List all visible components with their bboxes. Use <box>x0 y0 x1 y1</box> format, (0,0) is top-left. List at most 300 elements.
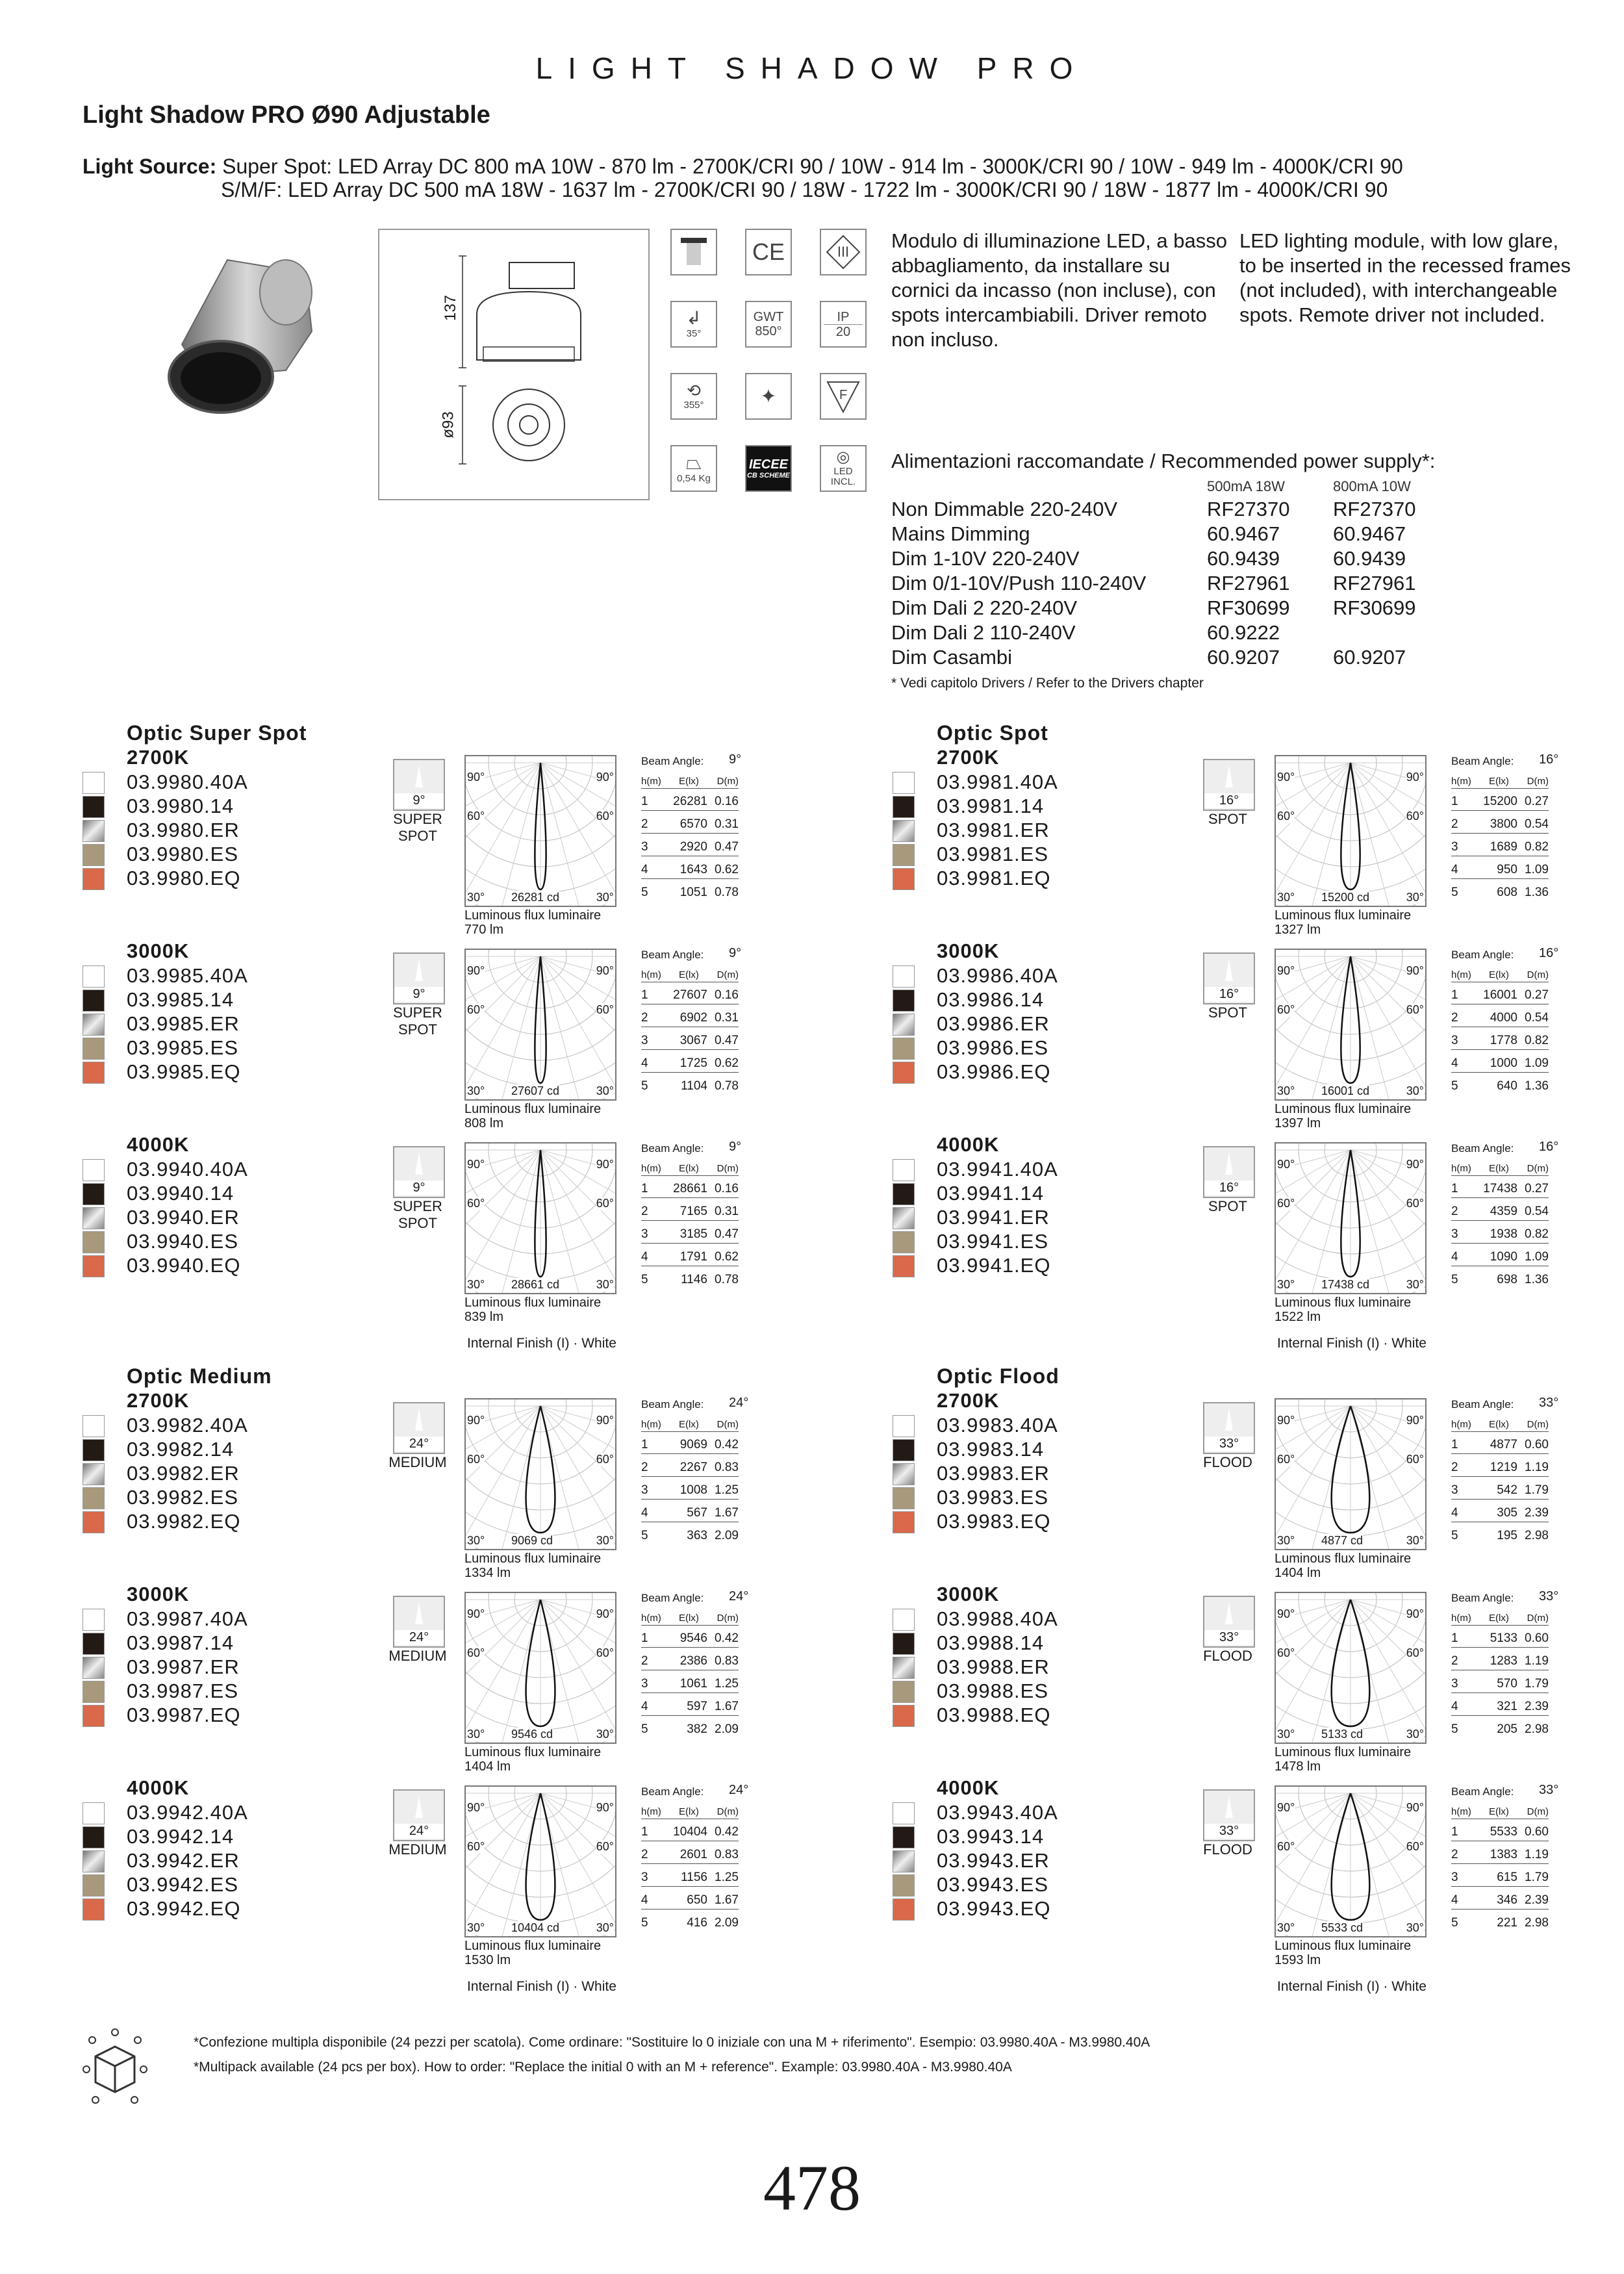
cell-d: 2.09 <box>715 1916 739 1930</box>
cell-e: 1689 <box>1490 840 1517 854</box>
ps-row-col1: RF27961 <box>1207 572 1290 594</box>
finish-swatch <box>82 796 105 818</box>
finish-swatch <box>82 1802 105 1824</box>
table-row <box>1451 839 1549 856</box>
table-row <box>641 1437 739 1454</box>
cell-d: 1.79 <box>1525 1871 1549 1884</box>
beam-icon-angle: 9° <box>394 793 444 808</box>
cell-e: 9069 <box>679 1438 707 1451</box>
col-h: h(m) <box>641 969 661 980</box>
cell-h: 3 <box>641 1227 648 1241</box>
finish-swatch <box>893 772 915 794</box>
ps-row-name: Dim Dali 2 220-240V <box>891 596 1078 619</box>
polar-label-30-left: 30° <box>467 1278 485 1291</box>
finish-swatch <box>82 1826 105 1848</box>
flux-value: 1478 lm <box>1275 1759 1321 1774</box>
page-number: 478 <box>763 2152 861 2224</box>
beam-angle-value: 16° <box>1539 946 1559 960</box>
ps-row-name: Dim 0/1-10V/Push 110-240V <box>891 572 1147 594</box>
table-row <box>641 1528 739 1544</box>
finish-swatch <box>82 1681 105 1703</box>
ps-row-col1: 60.9439 <box>1207 547 1280 570</box>
flux-value: 1593 lm <box>1275 1953 1321 1967</box>
beam-icon <box>1203 1146 1255 1198</box>
beam-angle-value: 9° <box>729 1140 742 1154</box>
cell-h: 2 <box>1451 1654 1458 1668</box>
polar-label-30-left: 30° <box>1277 1278 1295 1291</box>
cell-e: 416 <box>687 1916 707 1930</box>
beam-icon-angle: 16° <box>1204 987 1254 1002</box>
product-code: 03.9985.14 <box>127 988 235 1011</box>
finish-swatch <box>82 1874 105 1897</box>
optic-title: Optic Spot <box>937 721 1048 745</box>
finish-swatch <box>893 1705 915 1727</box>
cell-h: 5 <box>641 1529 648 1542</box>
cell-d: 0.54 <box>1525 817 1549 831</box>
table-header-row <box>1451 772 1549 789</box>
table-row <box>1451 862 1549 879</box>
polar-label-30-right: 30° <box>596 1084 614 1097</box>
polar-peak-cd: 5533 cd <box>1321 1921 1364 1934</box>
polar-label-30-left: 30° <box>467 1921 485 1934</box>
ps-row-col2: 60.9439 <box>1333 547 1406 570</box>
finish-swatch <box>893 1183 915 1205</box>
table-header-row <box>641 1609 739 1626</box>
polar-label-60-left: 60° <box>1277 1453 1295 1466</box>
cell-d: 1.25 <box>715 1871 739 1884</box>
table-row <box>1451 1505 1549 1522</box>
flux-label: Luminous flux luminaire <box>1275 1939 1412 1953</box>
table-row <box>1451 1056 1549 1073</box>
product-code: 03.9988.EQ <box>937 1704 1051 1726</box>
cell-e: 4877 <box>1490 1438 1517 1451</box>
cell-d: 1.19 <box>1525 1461 1549 1474</box>
polar-peak-cd: 17438 cd <box>1321 1278 1370 1291</box>
polar-label-30-right: 30° <box>1406 1921 1424 1934</box>
cell-h: 4 <box>641 1893 648 1907</box>
polar-label-60-right: 60° <box>1406 810 1424 823</box>
brand-title: LIGHT SHADOW PRO <box>535 51 1089 85</box>
product-code: 03.9940.40A <box>127 1158 248 1181</box>
beam-icon-cone <box>415 1602 423 1624</box>
col-d: D(m) <box>1527 1613 1549 1624</box>
polar-label-30-right: 30° <box>1406 891 1424 904</box>
col-h: h(m) <box>1451 776 1471 787</box>
finish-swatch <box>893 1511 915 1533</box>
table-row <box>641 862 739 879</box>
beam-icon <box>1203 952 1255 1004</box>
tilt-glyph: ↲ <box>686 308 702 329</box>
finish-swatch <box>82 1038 105 1060</box>
cell-e: 17438 <box>1483 1182 1517 1195</box>
product-code: 03.9942.ER <box>127 1849 240 1872</box>
cell-h: 1 <box>641 795 648 808</box>
cell-d: 1.09 <box>1525 1056 1549 1070</box>
cell-d: 0.16 <box>715 1182 739 1195</box>
recessed-icon-svg <box>678 236 710 268</box>
cell-h: 5 <box>641 1273 648 1286</box>
finish-swatch <box>893 1062 915 1084</box>
table-row <box>1451 988 1549 1004</box>
product-code: 03.9943.40A <box>937 1801 1058 1824</box>
col-d: D(m) <box>1527 776 1549 787</box>
product-code: 03.9987.ES <box>127 1680 239 1702</box>
cell-e: 1778 <box>1490 1034 1517 1047</box>
polar-diagram <box>464 1785 616 1937</box>
product-code: 03.9983.ER <box>937 1462 1050 1485</box>
cell-e: 2601 <box>679 1848 707 1861</box>
cell-d: 0.62 <box>715 863 739 876</box>
polar-label-90-left: 90° <box>1277 771 1295 784</box>
finish-swatch <box>82 844 105 866</box>
cell-h: 3 <box>641 1677 648 1691</box>
finish-swatch <box>82 1183 105 1205</box>
cell-d: 2.39 <box>1525 1893 1549 1907</box>
polar-label-30-left: 30° <box>467 891 485 904</box>
table-header-row <box>641 1159 739 1176</box>
beam-angle-value: 24° <box>729 1589 749 1603</box>
ps-row-col2: 60.9207 <box>1333 646 1406 669</box>
col-e: E(lx) <box>679 776 699 787</box>
table-row <box>641 1204 739 1221</box>
table-row <box>1451 1870 1549 1887</box>
rotate-value: 355° <box>683 400 704 411</box>
product-code: 03.9983.EQ <box>937 1510 1051 1533</box>
cell-h: 5 <box>1451 1529 1458 1542</box>
polar-label-90-right: 90° <box>596 964 614 977</box>
cct-label: 3000K <box>127 939 190 962</box>
table-row <box>641 885 739 901</box>
polar-label-30-left: 30° <box>467 1534 485 1547</box>
ip-label: IP <box>837 309 850 324</box>
finish-swatch <box>893 1439 915 1461</box>
cell-d: 0.83 <box>715 1848 739 1861</box>
internal-finish: Internal Finish (I) · White <box>467 1979 616 1994</box>
cell-h: 2 <box>1451 1461 1458 1474</box>
flux-label: Luminous flux luminaire <box>464 1939 602 1953</box>
beam-angle-label: Beam Angle: <box>1451 949 1514 961</box>
cell-e: 3800 <box>1490 817 1517 831</box>
polar-diagram <box>1275 755 1427 907</box>
polar-label-90-left: 90° <box>1277 964 1295 977</box>
beam-angle-label: Beam Angle: <box>641 1592 704 1604</box>
cell-h: 5 <box>641 1916 648 1930</box>
col-d: D(m) <box>717 1806 739 1817</box>
beam-icon-angle: 16° <box>1204 793 1254 808</box>
beam-icon-cone <box>415 1409 423 1431</box>
cell-d: 0.47 <box>715 1034 739 1047</box>
cell-e: 16001 <box>1483 988 1517 1002</box>
cell-h: 4 <box>641 1506 648 1520</box>
table-row <box>1451 1483 1549 1500</box>
cct-label: 4000K <box>937 1133 1000 1156</box>
cell-e: 363 <box>687 1529 707 1542</box>
beam-angle-label: Beam Angle: <box>1451 1142 1514 1155</box>
table-row <box>1451 1181 1549 1198</box>
table-row <box>641 1893 739 1910</box>
cell-h: 5 <box>1451 1722 1458 1736</box>
optic-title: Optic Medium <box>127 1364 272 1388</box>
flux-value: 1334 lm <box>464 1566 511 1580</box>
table-header-row <box>641 1802 739 1819</box>
cell-h: 4 <box>1451 1056 1458 1070</box>
cell-h: 4 <box>1451 863 1458 876</box>
beam-angle-value: 24° <box>729 1783 749 1797</box>
polar-peak-cd: 26281 cd <box>511 891 560 904</box>
table-header-row <box>1451 1159 1549 1176</box>
polar-label-60-right: 60° <box>1406 1453 1424 1466</box>
cell-d: 1.36 <box>1525 1273 1549 1286</box>
cct-label: 2700K <box>937 1389 1000 1412</box>
cell-h: 2 <box>1451 1848 1458 1861</box>
product-code: 03.9942.40A <box>127 1801 248 1824</box>
cct-label: 4000K <box>937 1776 1000 1799</box>
tilt-value: 35° <box>686 328 702 340</box>
iecee-icon <box>745 445 792 492</box>
finish-swatch <box>893 1633 915 1655</box>
drawing-svg <box>379 230 648 499</box>
table-header-row <box>641 772 739 789</box>
ps-row-name: Dim Dali 2 110-240V <box>891 621 1076 644</box>
cell-h: 2 <box>641 817 648 831</box>
table-row <box>1451 1249 1549 1266</box>
cell-d: 0.47 <box>715 1227 739 1241</box>
cell-d: 1.25 <box>715 1483 739 1497</box>
finish-swatch <box>82 1850 105 1872</box>
col-e: E(lx) <box>679 1806 699 1817</box>
polar-svg <box>466 1399 615 1549</box>
table-row <box>641 1722 739 1738</box>
polar-label-60-right: 60° <box>1406 1840 1424 1853</box>
polar-peak-cd: 4877 cd <box>1321 1534 1364 1547</box>
finish-swatch <box>82 965 105 988</box>
table-row <box>641 1227 739 1244</box>
polar-peak-cd: 9069 cd <box>511 1534 553 1547</box>
table-row <box>641 1483 739 1500</box>
table-row <box>1451 1460 1549 1477</box>
col-d: D(m) <box>717 1613 739 1624</box>
cell-e: 615 <box>1497 1871 1517 1884</box>
finish-swatch <box>893 1850 915 1872</box>
dim-diameter: ø93 <box>439 411 457 439</box>
cell-d: 0.78 <box>715 886 739 899</box>
finish-swatch <box>893 1415 915 1437</box>
finish-swatch <box>893 1014 915 1036</box>
cell-h: 3 <box>641 1871 648 1884</box>
polar-peak-cd: 16001 cd <box>1321 1084 1370 1097</box>
polar-label-30-right: 30° <box>596 1534 614 1547</box>
finish-swatch <box>82 1231 105 1253</box>
cell-e: 698 <box>1497 1273 1517 1286</box>
cell-h: 1 <box>641 1182 648 1195</box>
beam-angle-value: 33° <box>1539 1396 1559 1410</box>
cell-e: 1061 <box>679 1677 707 1691</box>
table-row <box>1451 1699 1549 1716</box>
product-code: 03.9987.EQ <box>127 1704 241 1726</box>
table-row <box>641 1272 739 1288</box>
cell-h: 3 <box>1451 840 1458 854</box>
cell-e: 195 <box>1497 1529 1517 1542</box>
finish-swatch <box>893 1255 915 1277</box>
product-code: 03.9941.40A <box>937 1158 1058 1181</box>
cell-d: 2.39 <box>1525 1506 1549 1520</box>
cell-e: 3185 <box>679 1227 707 1241</box>
beam-angle-value: 33° <box>1539 1783 1559 1797</box>
cell-d: 0.60 <box>1525 1825 1549 1839</box>
cct-label: 4000K <box>127 1776 190 1799</box>
beam-icon <box>1203 759 1255 811</box>
cell-d: 1.19 <box>1525 1848 1549 1861</box>
cell-e: 7165 <box>679 1205 707 1218</box>
cell-e: 1383 <box>1490 1848 1517 1861</box>
beam-angle-label: Beam Angle: <box>641 1142 704 1155</box>
cell-e: 1051 <box>679 886 707 899</box>
cell-d: 1.67 <box>715 1893 739 1907</box>
col-h: h(m) <box>641 1163 661 1174</box>
polar-label-90-right: 90° <box>1406 1158 1424 1171</box>
cell-h: 2 <box>641 1654 648 1668</box>
table-row <box>641 1056 739 1073</box>
cell-d: 0.27 <box>1525 795 1549 808</box>
product-code: 03.9980.ES <box>127 843 239 865</box>
product-code: 03.9985.EQ <box>127 1060 241 1083</box>
flux-value: 770 lm <box>464 923 504 937</box>
flux-value: 1404 lm <box>1275 1566 1321 1580</box>
polar-label-30-left: 30° <box>1277 1728 1295 1741</box>
table-row <box>641 1460 739 1477</box>
polar-label-90-right: 90° <box>1406 1801 1424 1814</box>
beam-icon-cone <box>415 1153 423 1175</box>
flux-label: Luminous flux luminaire <box>464 1552 602 1566</box>
cell-d: 1.79 <box>1525 1483 1549 1497</box>
cell-d: 0.82 <box>1525 840 1549 854</box>
beam-type-label: MEDIUM <box>388 1454 447 1470</box>
beam-icon-cone <box>1225 765 1233 787</box>
cell-h: 1 <box>1451 1825 1458 1839</box>
ps-row-col2: 60.9467 <box>1333 522 1406 545</box>
cct-label: 3000K <box>127 1583 190 1605</box>
col-d: D(m) <box>1527 1419 1549 1430</box>
ps-row-name: Dim Casambi <box>891 646 1013 669</box>
cell-h: 3 <box>641 1483 648 1497</box>
finish-swatch <box>82 1511 105 1533</box>
polar-svg <box>1276 950 1425 1099</box>
cell-e: 5533 <box>1490 1825 1517 1839</box>
polar-peak-cd: 9546 cd <box>511 1728 553 1741</box>
cell-h: 2 <box>1451 1205 1458 1218</box>
ps-row-col1: 60.9467 <box>1207 522 1280 545</box>
polar-label-60-right: 60° <box>1406 1003 1424 1016</box>
polar-peak-cd: 5133 cd <box>1321 1728 1364 1741</box>
table-header-row <box>1451 1802 1549 1819</box>
finish-swatch <box>893 1681 915 1703</box>
cell-e: 10404 <box>673 1825 707 1839</box>
polar-svg <box>466 1593 615 1743</box>
product-code: 03.9986.ES <box>937 1036 1049 1059</box>
beam-angle-value: 9° <box>729 946 742 960</box>
beam-icon-angle: 9° <box>394 1181 444 1195</box>
finish-swatch <box>893 1609 915 1631</box>
product-code: 03.9988.ER <box>937 1655 1050 1678</box>
polar-label-60-right: 60° <box>596 810 614 823</box>
polar-diagram <box>464 949 616 1101</box>
multipack-icon <box>82 2027 147 2105</box>
beam-icon-angle: 33° <box>1204 1437 1254 1451</box>
cell-d: 1.36 <box>1525 886 1549 899</box>
table-row <box>1451 1676 1549 1693</box>
table-row <box>1451 1227 1549 1244</box>
product-code: 03.9988.ES <box>937 1680 1049 1702</box>
cell-e: 1791 <box>679 1250 707 1264</box>
polar-diagram <box>1275 1398 1427 1550</box>
finish-swatch <box>893 965 915 988</box>
cell-h: 5 <box>641 886 648 899</box>
cell-d: 0.60 <box>1525 1631 1549 1645</box>
beam-type-label: FLOOD <box>1203 1648 1252 1664</box>
cell-e: 1938 <box>1490 1227 1517 1241</box>
product-code: 03.9980.ER <box>127 819 240 841</box>
table-row <box>1451 1824 1549 1841</box>
cell-e: 6570 <box>679 817 707 831</box>
flux-value: 1404 lm <box>464 1759 511 1774</box>
cell-e: 1219 <box>1490 1461 1517 1474</box>
beam-icon <box>1203 1402 1255 1454</box>
product-photo <box>156 247 325 422</box>
col-d: D(m) <box>717 1163 739 1174</box>
multipack-note-en: *Multipack available (24 pcs per box). How to order: "Replace the initial 0 with an M + reference". Example: 03.9980.40A - M3.9980.40A <box>194 2060 1012 2075</box>
table-row <box>1451 1631 1549 1648</box>
led-incl-icon <box>820 445 867 492</box>
polar-label-90-left: 90° <box>467 1414 485 1427</box>
ps-row-col1: RF27370 <box>1207 498 1290 520</box>
polar-diagram <box>464 755 616 907</box>
beam-angle-value: 16° <box>1539 752 1559 767</box>
gwt-value: 850° <box>755 324 782 339</box>
finish-swatch <box>893 1487 915 1509</box>
product-code: 03.9981.ER <box>937 819 1050 841</box>
cell-e: 950 <box>1497 863 1517 876</box>
col-h: h(m) <box>1451 1806 1471 1817</box>
light-source-line-2: S/M/F: LED Array DC 500 mA 18W - 1637 lm - 2700K/CRI 90 / 18W - 1722 lm - 3000K/CRI 90 / 18W - 1877 lm - 4000K/CRI 90 <box>221 178 1388 201</box>
col-h: h(m) <box>641 1806 661 1817</box>
power-supply-note: * Vedi capitolo Drivers / Refer to the Drivers chapter <box>891 676 1204 691</box>
col-e: E(lx) <box>1489 1613 1509 1624</box>
table-header-row <box>1451 1415 1549 1432</box>
table-row <box>641 839 739 856</box>
beam-type-label: SPOT <box>1208 811 1247 827</box>
ps-row-col1: 60.9222 <box>1207 621 1280 644</box>
polar-label-60-left: 60° <box>1277 1003 1295 1016</box>
polar-diagram <box>464 1142 616 1294</box>
polar-label-90-left: 90° <box>467 1158 485 1171</box>
cell-e: 597 <box>687 1700 707 1713</box>
flux-label: Luminous flux luminaire <box>1275 1102 1412 1116</box>
table-row <box>641 1847 739 1864</box>
svg-text:F: F <box>839 388 848 402</box>
beam-angle-value: 24° <box>729 1396 749 1410</box>
col-h: h(m) <box>1451 1419 1471 1430</box>
beam-angle-value: 33° <box>1539 1589 1559 1603</box>
beam-icon-cone <box>1225 1409 1233 1431</box>
cell-d: 0.31 <box>715 817 739 831</box>
cell-d: 2.09 <box>715 1722 739 1736</box>
model-title: Light Shadow PRO Ø90 Adjustable <box>82 101 490 129</box>
cell-h: 3 <box>1451 1034 1458 1047</box>
table-row <box>641 1505 739 1522</box>
product-code: 03.9987.40A <box>127 1607 248 1630</box>
cell-h: 3 <box>1451 1227 1458 1241</box>
polar-label-60-left: 60° <box>467 1646 485 1659</box>
